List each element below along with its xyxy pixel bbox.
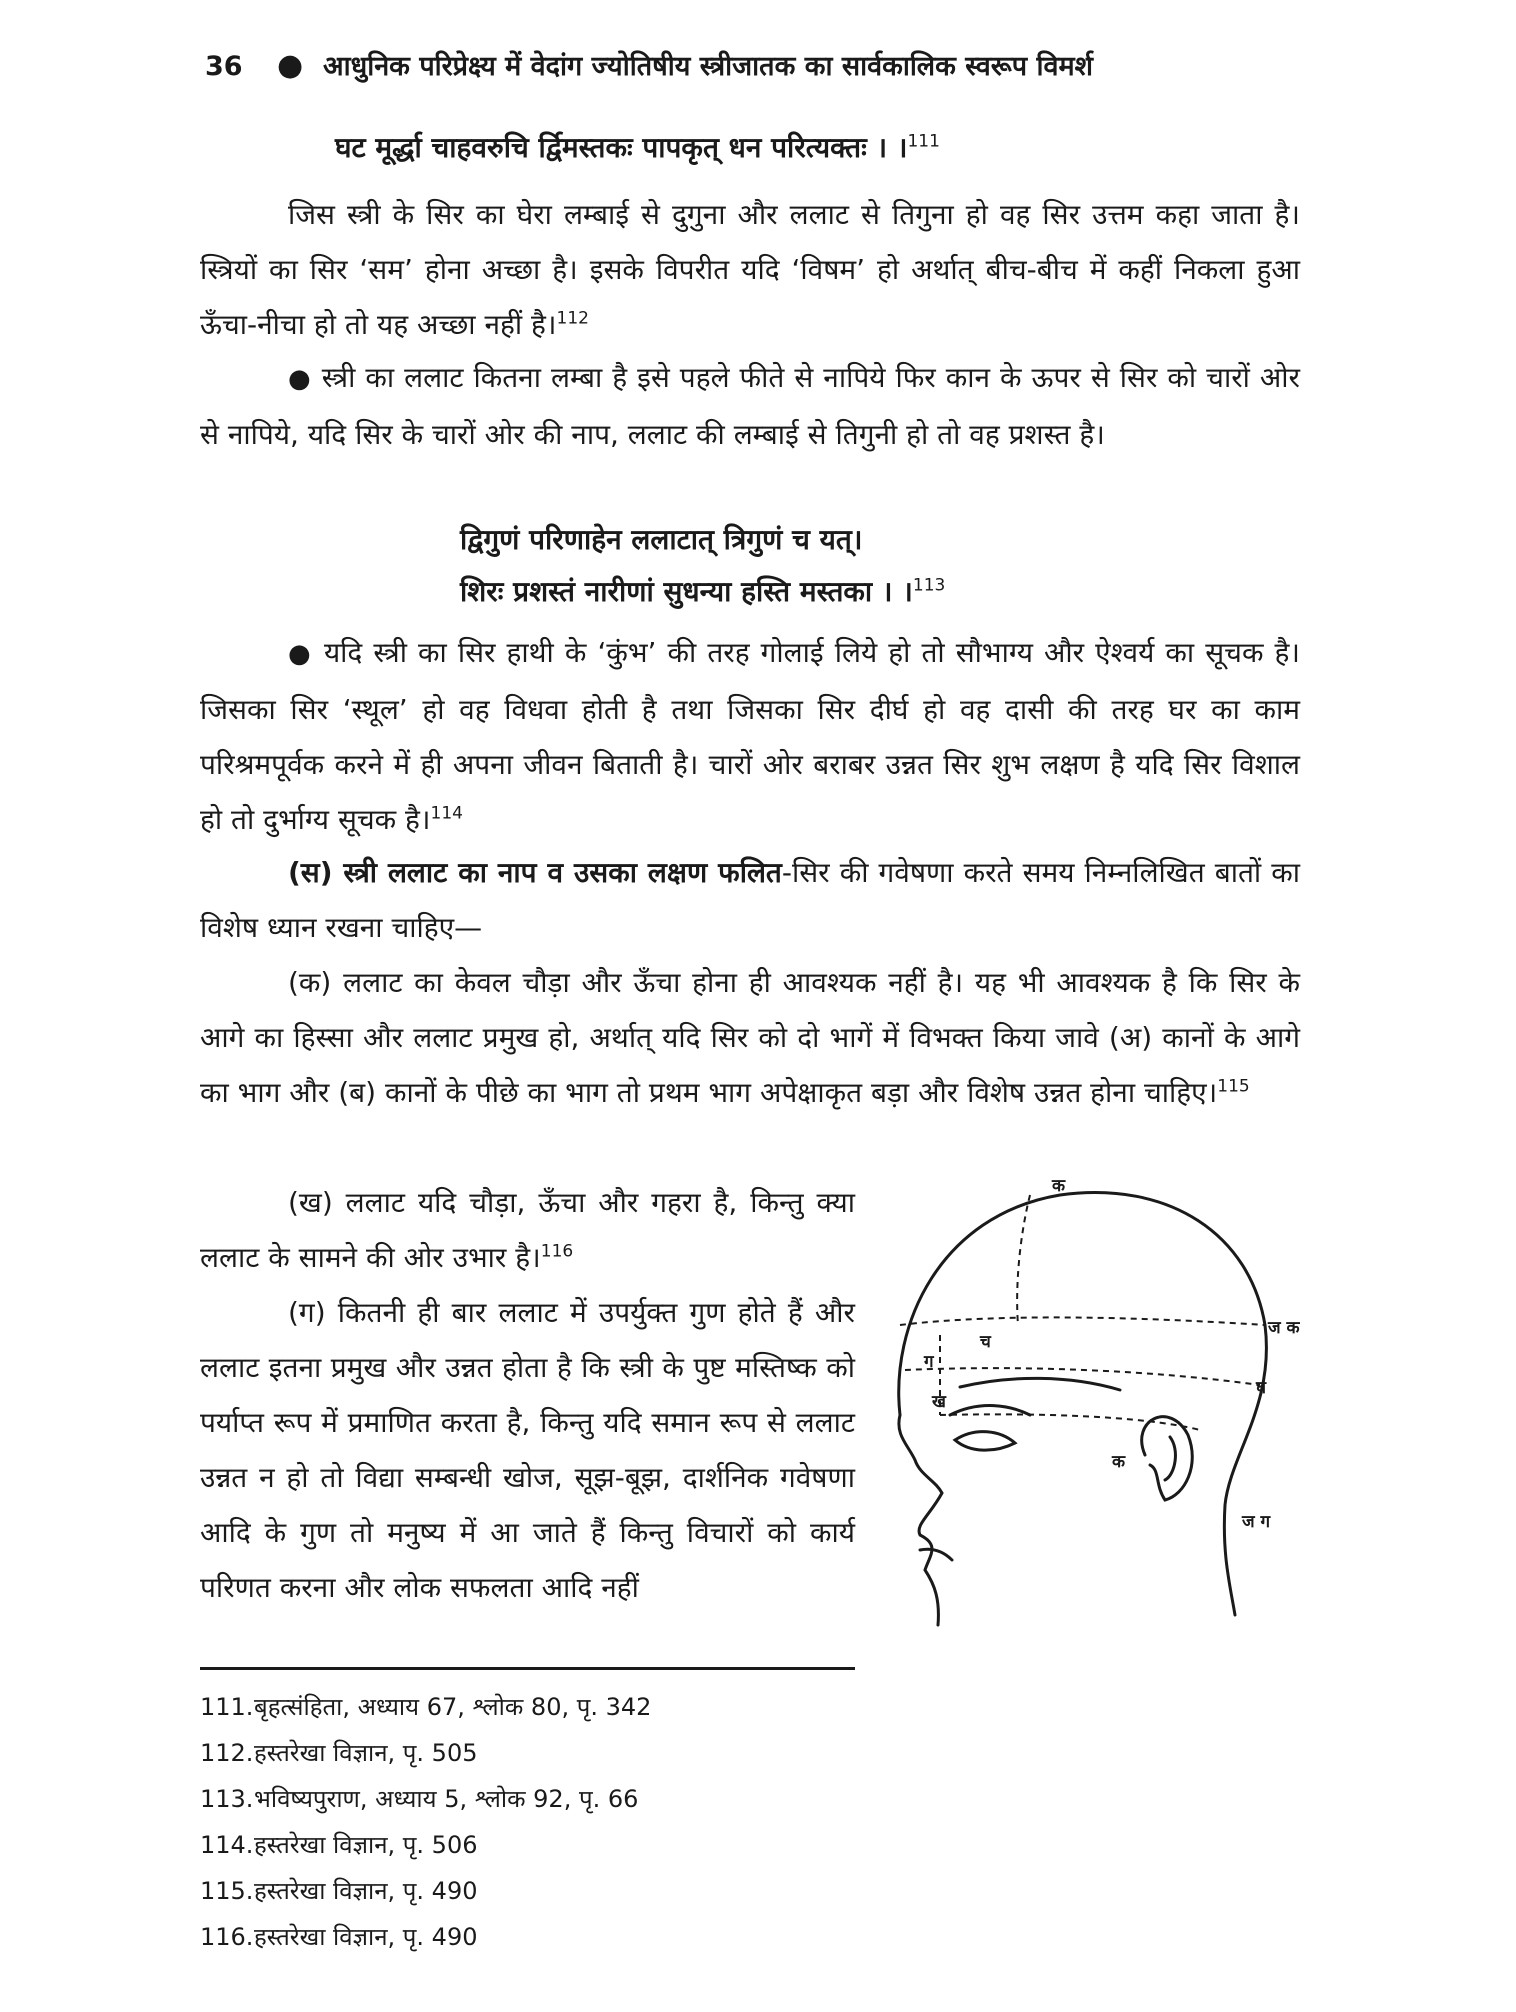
- paragraph-ka: [200, 955, 1300, 1120]
- figure-label-top: क: [1052, 1176, 1066, 1196]
- footnote-number: 112.: [200, 1739, 254, 1767]
- footnote-item: [200, 1920, 478, 1953]
- figure-label-ga: ग: [924, 1352, 934, 1372]
- footnote-ref: 111: [907, 131, 940, 152]
- paragraph-kha: [200, 1175, 855, 1285]
- head-outline: [899, 1193, 1267, 1615]
- measure-line-forehead: [900, 1317, 1265, 1325]
- paragraph-forehead-measure: [200, 350, 1300, 462]
- section-heading: (स) स्त्री ललाट का नाप व उसका लक्षण फलित: [288, 856, 782, 889]
- footnote-number: 115.: [200, 1877, 254, 1905]
- footnote-item: [200, 1874, 478, 1907]
- header-bullet: ●: [277, 48, 304, 83]
- eye-outline: [955, 1432, 1015, 1451]
- footnote-ref: 112: [556, 308, 589, 329]
- footnote-item: [200, 1828, 478, 1861]
- face-profile: [899, 1415, 942, 1625]
- footnote-item: [200, 1690, 651, 1723]
- sanskrit-verse-line-1: [460, 520, 862, 558]
- footnote-number: 111.: [200, 1693, 254, 1721]
- figure-label-jag: ज ग: [1242, 1512, 1271, 1532]
- running-header: [205, 46, 1285, 83]
- footnote-ref: 113: [912, 575, 946, 596]
- footnote-ref: 115: [1217, 1076, 1250, 1097]
- footnote-text: हस्तरेखा विज्ञान, पृ. 490: [254, 1877, 478, 1905]
- paragraph-head-shape: [200, 625, 1300, 847]
- sanskrit-verse-111: [335, 128, 940, 166]
- measure-line-vertical: [1017, 1195, 1030, 1325]
- footnote-text: बृहत्संहिता, अध्याय 67, श्लोक 80, पृ. 342: [254, 1693, 652, 1721]
- verse-text: शिरः प्रशस्तं नारीणां सुधन्या हस्ति मस्तका । ।: [460, 575, 913, 608]
- footnote-item: [200, 1736, 478, 1769]
- ear-outline: [1142, 1417, 1193, 1500]
- footnote-ref: 114: [430, 803, 463, 824]
- footnote-divider: [200, 1667, 855, 1670]
- footnote-text: हस्तरेखा विज्ञान, पृ. 505: [254, 1739, 478, 1767]
- paragraph-ga: [200, 1285, 855, 1615]
- paragraph-section-s: [200, 845, 1300, 955]
- footnote-text: हस्तरेखा विज्ञान, पृ. 490: [254, 1923, 478, 1951]
- figure-label-ka: क: [1112, 1452, 1126, 1472]
- paragraph-text: (क) ललाट का केवल चौड़ा और ऊँचा होना ही आवश्यक नहीं है। यह भी आवश्यक है कि सिर के आगे का हिस्सा और ललाट प्रमुख हो, अर्थात् यदि सिर को दो भागें में विभक्त किया जावे (अ) कानों के आगे का भाग और (ब) कानों के पीछे का भाग तो प्रथम भाग अपेक्षाकृत बड़ा और विशेष उन्नत होना चाहिए।: [200, 966, 1300, 1109]
- paragraph-text: -सिर की गवेषणा करते समय निम्नलिखित बातों का विशेष ध्यान रखना चाहिए—: [200, 856, 1300, 944]
- bullet-icon: ●: [288, 364, 312, 394]
- sanskrit-verse-113: [460, 572, 945, 610]
- footnote-item: [200, 1782, 638, 1815]
- footnote-text: हस्तरेखा विज्ञान, पृ. 506: [254, 1831, 478, 1859]
- paragraph-text: जिस स्त्री के सिर का घेरा लम्बाई से दुगुना और ललाट से तिगुना हो वह सिर उत्तम कहा जाता है। स्त्रियों का सिर ‘सम’ होना अच्छा है। इसके विपरीत यदि ‘विषम’ हो अर्थात् बीच-बीच में कहीं निकला हुआ ऊँचा-नीचा हो तो यह अच्छा नहीं है।: [200, 198, 1300, 341]
- paragraph-text: स्त्री का ललाट कितना लम्बा है इसे पहले फीते से नापिये फिर कान के ऊपर से सिर को चारों ओर से नापिये, यदि सिर के चारों ओर की नाप, ललाट की लम्बाई से तिगुनी हो तो वह प्रशस्त है।: [200, 361, 1300, 451]
- head-diagram-figure: [880, 1175, 1300, 1645]
- figure-label-jak: ज क: [1268, 1318, 1300, 1338]
- verse-text: घट मूर्द्धा चाहवरुचि र्द्विमस्तकः पापकृत् धन परित्यक्तः । ।: [335, 131, 908, 164]
- footnote-ref: 116: [540, 1241, 574, 1262]
- paragraph-text: (ग) कितनी ही बार ललाट में उपर्युक्त गुण होते हैं और ललाट इतना प्रमुख और उन्नत होता है कि स्त्री के पुष्ट मस्तिष्क को पर्याप्त रूप में प्रमाणित करता है, किन्तु यदि समान रूप से ललाट उन्नत न हो तो विद्या सम्बन्धी खोज, सूझ-बूझ, दार्शनिक गवेषणा आदि के गुण तो मनुष्य में आ जाते हैं किन्तु विचारों को कार्य परिणत करना और लोक सफलता आदि नहीं: [200, 1296, 855, 1604]
- footnote-number: 114.: [200, 1831, 254, 1859]
- footnote-number: 116.: [200, 1923, 254, 1951]
- page-number: 36: [205, 51, 243, 82]
- figure-label-gh: घ: [1256, 1378, 1267, 1398]
- bullet-icon: ●: [288, 639, 313, 669]
- footnote-text: भविष्यपुराण, अध्याय 5, श्लोक 92, पृ. 66: [254, 1785, 639, 1813]
- header-title: आधुनिक परिप्रेक्ष्य में वेदांग ज्योतिषीय स्त्रीजातक का सार्वकालिक स्वरूप विमर्श: [323, 51, 1093, 82]
- paragraph-text: (ख) ललाट यदि चौड़ा, ऊँचा और गहरा है, किन्तु क्या ललाट के सामने की ओर उभार है।: [200, 1186, 855, 1274]
- footnote-number: 113.: [200, 1785, 254, 1813]
- paragraph-text: यदि स्त्री का सिर हाथी के ‘कुंभ’ की तरह गोलाई लिये हो तो सौभाग्य और ऐश्वर्य का सूचक है। जिसका सिर ‘स्थूल’ हो वह विधवा होती है तथा जिसका सिर दीर्घ हो वह दासी की तरह घर का काम परिश्रमपूर्वक करने में ही अपना जीवन बिताती है। चारों ओर बराबर उन्नत सिर शुभ लक्षण है यदि सिर विशाल हो तो दुर्भाग्य सूचक है।: [200, 636, 1301, 836]
- verse-text: द्विगुणं परिणाहेन ललाटात् त्रिगुणं च यत्।: [460, 523, 863, 556]
- paragraph-head-measure: [200, 187, 1300, 352]
- figure-label-ch: च: [980, 1332, 991, 1352]
- figure-label-kha: ख: [932, 1392, 946, 1412]
